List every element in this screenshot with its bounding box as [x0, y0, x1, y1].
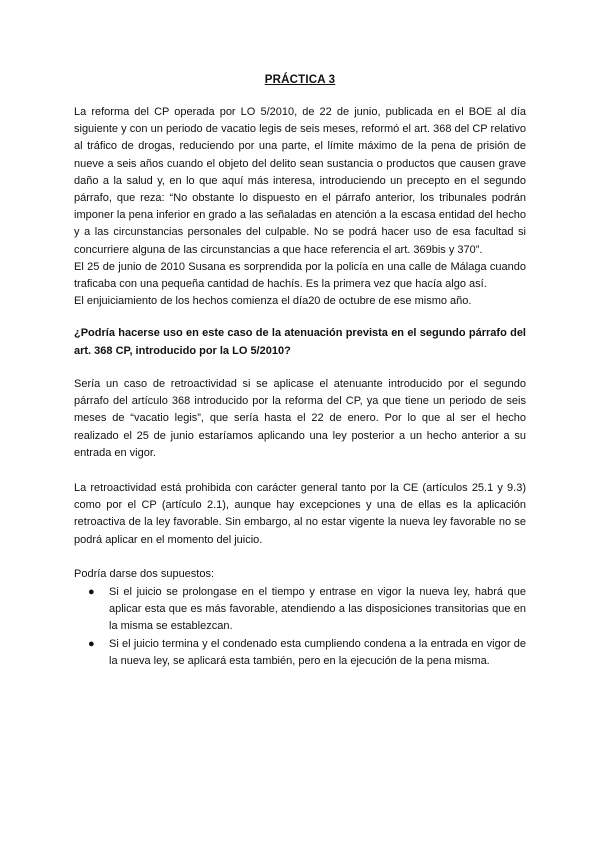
- answer-paragraph-retroactivity: Sería un caso de retroactividad si se aplicase el atenuante introducido por el segundo párrafo del artículo 368 introducido por la reforma del CP, ya que tiene un periodo de seis meses de “vacatio legis”, que sería hasta el 22 de enero. Por lo que al ser el hecho realizado el 25 de junio estaríamos aplicando una ley posterior a un hecho anterior a su entrada en vigor.: [74, 378, 526, 459]
- intro-paragraph-trial: El enjuiciamiento de los hechos comienza el día20 de octubre de ese mismo año.: [74, 295, 472, 308]
- intro-section: [74, 104, 526, 310]
- case-text: Si el juicio termina y el condenado esta cumpliendo condena a la entrada en vigor de la nueva ley, se aplicará esta también, pero en la ejecución de la pena misma.: [109, 637, 526, 667]
- answer-paragraph-prohibition: La retroactividad está prohibida con carácter general tanto por la CE (artículos 25.1 y 9.3) como por el CP (artículo 2.1), aunque hay excepciones y una de ellas es la aplicación retroactiva de la ley favorable. Sin embargo, al no estar vigente la nueva ley favorable no se podrá aplicar en el momento del juicio.: [74, 482, 526, 546]
- question-section: [74, 324, 526, 360]
- intro-paragraph-facts: El 25 de junio de 2010 Susana es sorprendida por la policía en una calle de Málaga cuando traficaba con una pequeña cantidad de hachís. Es la primera vez que hacía algo así.: [74, 260, 526, 291]
- case-text: Si el juicio se prolongase en el tiempo y entrase en vigor la nueva ley, habrá que aplicar esta que es más favorable, atendiendo a las disposiciones transitorias que en la misma se establezcan.: [109, 586, 526, 633]
- document-title: PRÁCTICA 3: [264, 74, 336, 86]
- intro-paragraph-reform: La reforma del CP operada por LO 5/2010, de 22 de junio, publicada en el BOE al día siguiente y con un periodo de vacatio legis de seis meses, reformó el art. 368 del CP relativo al tráfico de drogas, reduciendo por una parte, el límite máximo de la pena de prisión de nueve a seis años cuando el objeto del delito sean sustancia o productos que causen grave daño a la salud y, en lo que aquí más interesa, introduciendo un precepto en el segundo párrafo, que reza: “No obstante lo dispuesto en el párrafo anterior, los tribunales podrán imponer la pena inferior en grado a las señaladas en atención a la escasa entidad del hecho y a las circunstancias personales del culpable. No se podrá hacer uso de esa facultad si concurriere alguna de las circunstancias a que hace referencia el art. 369bis y 370”.: [74, 106, 526, 256]
- bullet-icon: ●: [88, 586, 95, 598]
- answer-section-2: [74, 480, 526, 549]
- bullet-icon: ●: [88, 637, 95, 650]
- list-item: [88, 636, 526, 670]
- cases-list: [88, 584, 526, 670]
- cases-intro-text: Podría darse dos supuestos:: [74, 568, 215, 580]
- cases-intro-section: [74, 566, 526, 583]
- answer-section-1: [74, 376, 526, 462]
- question-text: ¿Podría hacerse uso en este caso de la atenuación prevista en el segundo párrafo del art. 368 CP, introducido por la LO 5/2010?: [74, 327, 526, 357]
- list-item: [88, 584, 526, 636]
